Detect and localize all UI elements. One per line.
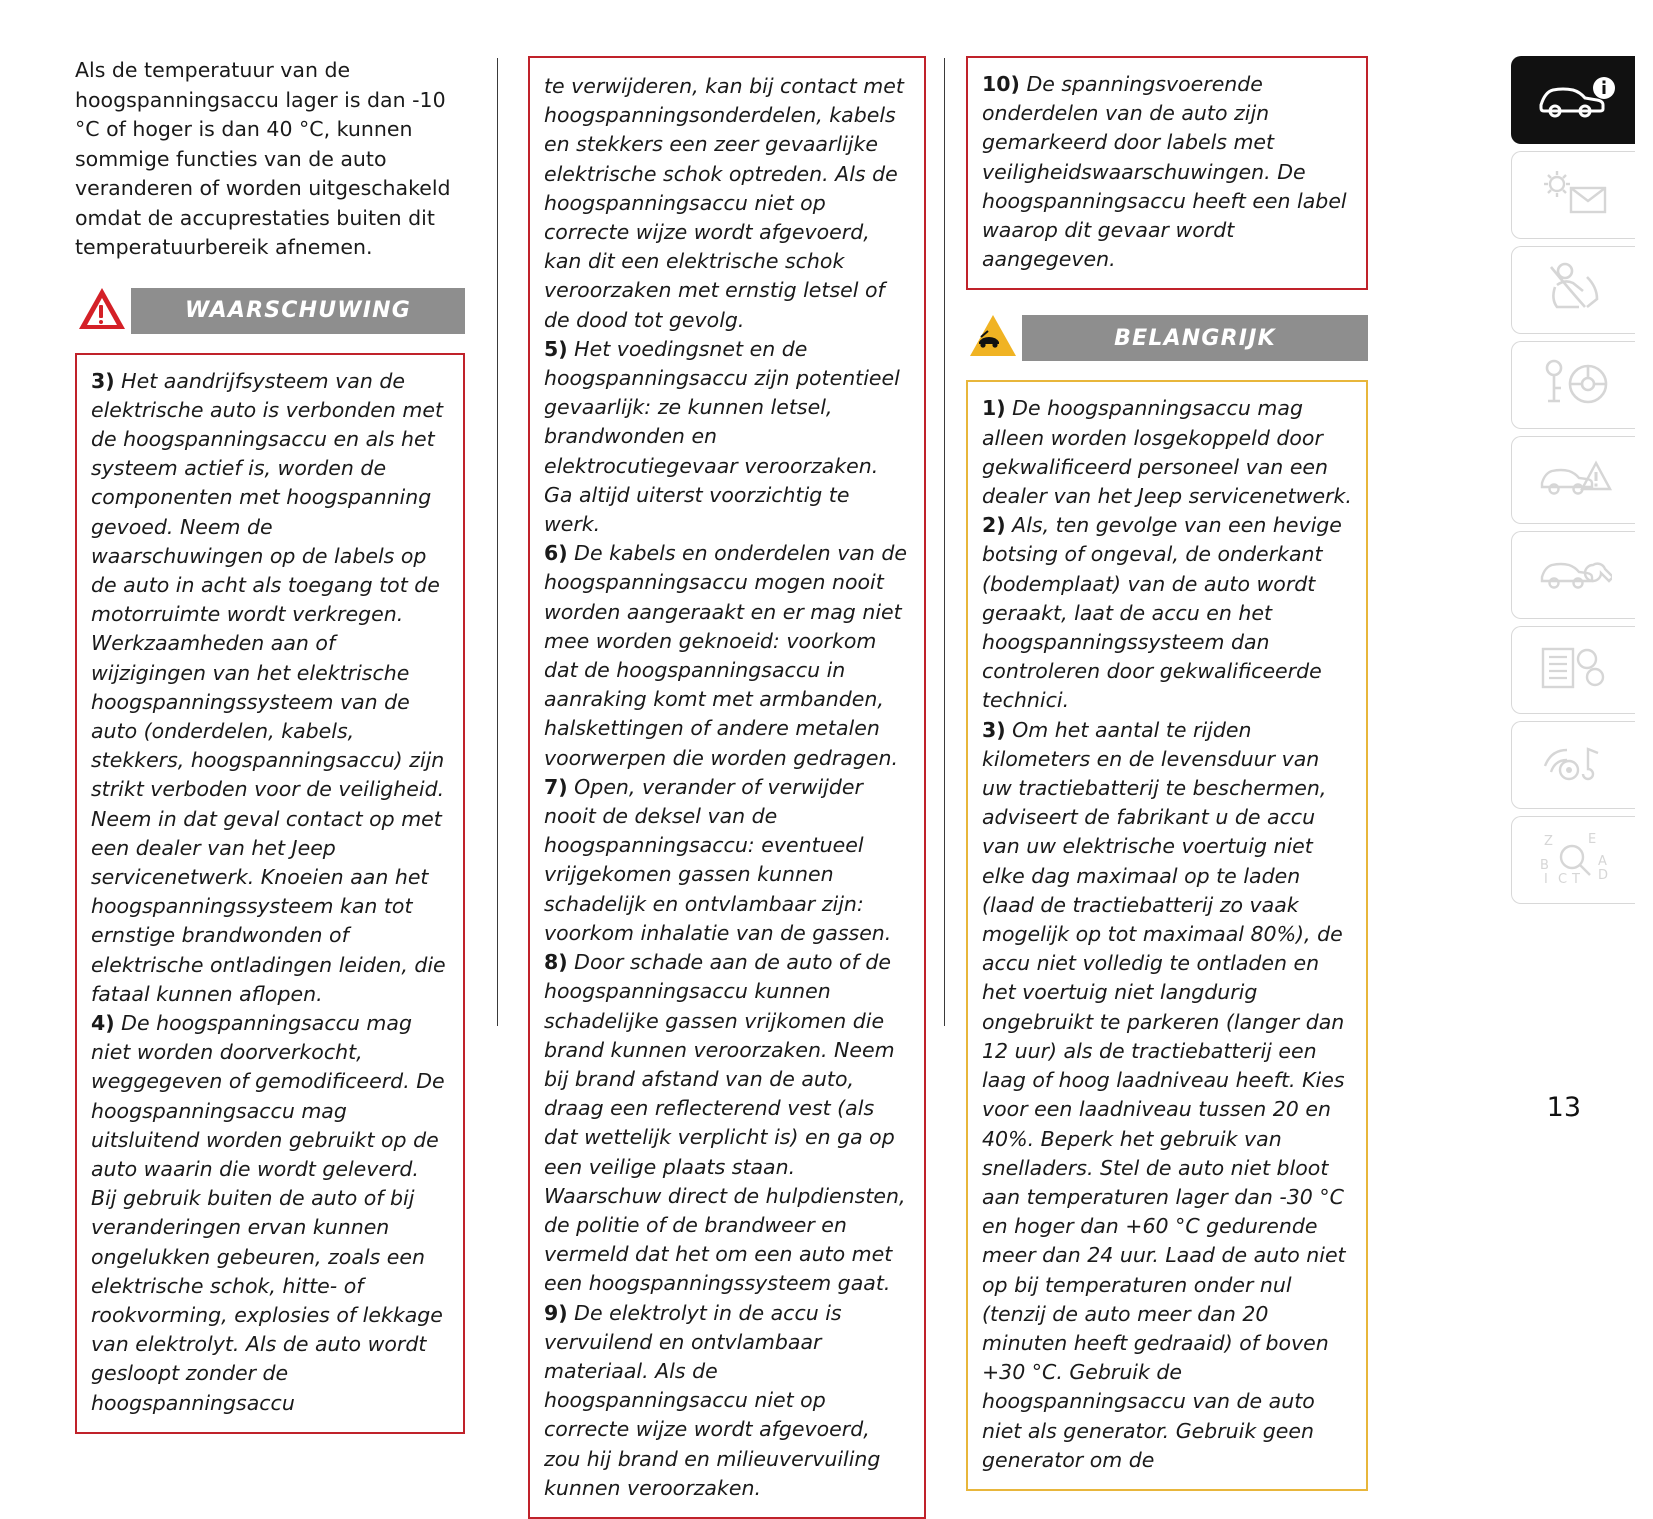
svg-text:Z: Z	[1543, 834, 1553, 849]
chapter-tab-rail	[1511, 56, 1639, 911]
note-number: 3)	[91, 368, 115, 393]
warning-note-box-10	[966, 56, 1368, 290]
note-number: 9)	[544, 1300, 568, 1325]
svg-text:E: E	[1587, 832, 1596, 847]
note-text: De hoogspanningsaccu mag alleen worden losgekoppeld door gekwalificeerd personeel van een dealer van het Jeep servicenetwerk.	[982, 396, 1352, 509]
multimedia-audio-icon	[1539, 740, 1609, 790]
note-number: 7)	[544, 774, 568, 799]
svg-text:A: A	[1597, 854, 1607, 869]
note-number: 10)	[982, 72, 1020, 96]
column-3	[966, 56, 1368, 1491]
warning-note-box-continued	[528, 56, 926, 1519]
note-text: Om het aantal te rijden kilometers en de levensduur van uw tractiebatterij te beschermen, adviseert de fabrikant u de accu van uw elektrische voertuig niet elke dag maximaal op te laden (laad de tractiebatterij zo vaak mogelijk op tot maximaal 80%), de accu niet volledig te ontladen en het voertuig niet langdurig ongebruikt te parkeren (langer dan 12 uur) als de tractiebatterij een laag of hoog laadniveau heeft. Kies voor een laadniveau tussen 20 en 40%. Beperk het gebruik van snelladers. Stel de auto niet bloot aan temperaturen lager dan -30 °C en hoger dan +60 °C gedurende meer dan 24 uur. Laad de auto niet op bij temperaturen onder nul (tenzij de auto meer dan 20 minuten heeft gedraaid) of boven +30 °C. Gebruik de hoogspanningsaccu van de auto niet als generator. Gebruik geen generator om de	[982, 717, 1346, 1472]
intro-paragraph: Als de temperatuur van de hoogspanningsaccu lager is dan -10 °C of hoger is dan 40 °C, kunnen sommige functies van de auto veranderen of worden uitgeschakeld omdat de accuprestaties buiten dit temperatuurbereik afnemen.	[75, 58, 451, 259]
note-text: Het voedingsnet en de hoogspanningsaccu zijn potentieel gevaarlijk: ze kunnen letsel, brandwonden en elektrocutiegevaar veroorzaken. Ga altijd uiterst voorzichtig te werk.	[544, 336, 900, 537]
note-text: Als, ten gevolge van een hevige botsing of ongeval, de onderkant (bodemplaat) van de auto wordt geraakt, laat de accu en het hoogspanningssysteem dan controleren door gekwalificeerde technici.	[982, 513, 1342, 713]
svg-text:B: B	[1539, 858, 1549, 873]
note-paragraph	[544, 1299, 910, 1503]
important-triangle-icon	[966, 312, 1022, 364]
dashboard-warning-lights-icon	[1537, 168, 1611, 222]
technical-specifications-icon	[1539, 643, 1609, 697]
chapter-tab-passenger-safety[interactable]	[1511, 246, 1635, 334]
note-paragraph	[544, 948, 910, 1298]
car-info-icon	[1531, 75, 1617, 125]
note-paragraph	[982, 394, 1352, 511]
note-paragraph	[544, 335, 910, 539]
warning-note-box	[75, 353, 465, 1434]
note-paragraph	[544, 773, 910, 948]
note-number: 2)	[982, 513, 1006, 538]
note-paragraph	[982, 511, 1352, 715]
chapter-tab-multimedia-audio[interactable]	[1511, 721, 1635, 809]
important-banner	[966, 312, 1368, 364]
note-text: Open, verander of verwijder nooit de deksel van de hoogspanningsaccu: eventueel vrijgekomen gassen kunnen schadelijk en ontvlambaar zijn: voorkom inhalatie van de gassen.	[544, 774, 892, 945]
note-number: 8)	[544, 950, 568, 975]
column-2	[528, 56, 926, 1519]
important-note-box	[966, 380, 1368, 1491]
warning-banner-label: WAARSCHUWING	[131, 288, 465, 334]
note-text: De elektrolyt in de accu is vervuilend en ontvlambaar materiaal. Als de hoogspanningsaccu niet op correcte wijze wordt afgevoerd, zou hij brand en milieuvervuiling kunnen veroorzaken.	[544, 1300, 881, 1500]
note-text: De hoogspanningsaccu mag niet worden doorverkocht, weggegeven of gemodificeerd. De hoogspanningsaccu mag uitsluitend worden gebruikt op de auto waarin die wordt geleverd. Bij gebruik buiten de auto of bij veranderingen ervan kunnen ongelukken gebeuren, zoals een elektrische schok, hitte- of rookvorming, explosies of lekkage van elektrolyt. Als de auto wordt gesloopt zonder de hoogspanningsaccu	[91, 1010, 445, 1415]
note-text: De kabels en onderdelen van de hoogspanningsaccu mogen nooit worden aangeraakt en er mag niet mee worden geknoeid: voorkom dat de hoogspanningsaccu in aanraking komt met armbanden, halskettingen of andere metalen voorwerpen die worden gedragen.	[544, 541, 908, 770]
emergency-roadside-icon	[1536, 455, 1612, 505]
svg-text:D: D	[1597, 868, 1608, 883]
page-number: 13	[1546, 1092, 1581, 1123]
note-number: 6)	[544, 541, 568, 566]
note-paragraph	[91, 367, 449, 1009]
column-divider-2	[944, 58, 945, 1026]
note-number: 1)	[982, 396, 1006, 421]
service-maintenance-icon	[1536, 551, 1612, 599]
alphabetical-index-icon	[1538, 831, 1610, 889]
column-1	[75, 56, 465, 1434]
chapter-tab-alphabetical-index[interactable]	[1511, 816, 1635, 904]
starting-and-driving-icon	[1538, 358, 1610, 412]
chapter-tab-service-maintenance[interactable]	[1511, 531, 1635, 619]
svg-text:I: I	[1543, 872, 1548, 885]
chapter-tab-starting-and-driving[interactable]	[1511, 341, 1635, 429]
note-paragraph	[982, 70, 1352, 274]
note-number: 3)	[982, 717, 1006, 742]
chapter-tab-car-info[interactable]	[1511, 56, 1635, 144]
note-text: Door schade aan de auto of de hoogspanningsaccu kunnen schadelijke gassen vrijkomen die brand kunnen veroorzaken. Neem bij brand afstand van de auto, draag een reflecterend vest (als dat wettelijk verplicht is) en ga op een veilige plaats staan. Waarschuw direct de hulpdiensten, de politie of de brandweer en vermeld dat het om een auto met een hoogspanningssysteem gaat.	[544, 950, 906, 1296]
note-paragraph	[544, 539, 910, 773]
chapter-tab-dashboard-warning-lights[interactable]	[1511, 151, 1635, 239]
svg-text:T: T	[1571, 872, 1580, 885]
svg-text:C: C	[1557, 872, 1567, 885]
column-divider-1	[497, 58, 498, 1026]
note-number: 5)	[544, 336, 568, 361]
note-text: te verwijderen, kan bij contact met hoogspanningsonderdelen, kabels en stekkers een zeer gevaarlijke elektrische schok optreden. Als de hoogspanningsaccu niet op correcte wijze wordt afgevoerd, kan dit een elektrische schok veroorzaken met ernstig letsel of de dood tot gevolg.	[544, 74, 904, 332]
warning-triangle-icon	[75, 285, 131, 337]
note-paragraph	[544, 72, 910, 335]
note-number: 4)	[91, 1010, 115, 1035]
note-text: De spanningsvoerende onderdelen van de auto zijn gemarkeerd door labels met veiligheidswaarschuwingen. De hoogspanningsaccu heeft een label waarop dit gevaar wordt aangegeven.	[982, 72, 1347, 272]
passenger-safety-icon	[1543, 261, 1605, 319]
note-paragraph	[91, 1009, 449, 1418]
important-banner-label: BELANGRIJK	[1022, 315, 1368, 361]
note-text: Het aandrijfsysteem van de elektrische auto is verbonden met de hoogspanningsaccu en als het systeem actief is, worden de componenten met hoogspanning gevoed. Neem de waarschuwingen op de labels op de auto in acht als toegang tot de motorruimte wordt verkregen. Werkzaamheden aan of wijzigingen van het elektrische hoogspanningssysteem van de auto (onderdelen, kabels, stekkers, hoogspanningsaccu) zijn strikt verboden voor de veiligheid. Neem in dat geval contact op met een dealer van het Jeep servicenetwerk. Knoeien aan het hoogspanningssysteem kan tot ernstige brandwonden of elektrische ontladingen leiden, die fataal kunnen aflopen.	[91, 368, 446, 1006]
note-paragraph	[982, 716, 1352, 1475]
chapter-tab-technical-specifications[interactable]	[1511, 626, 1635, 714]
chapter-tab-emergency-roadside[interactable]	[1511, 436, 1635, 524]
warning-banner	[75, 285, 465, 337]
